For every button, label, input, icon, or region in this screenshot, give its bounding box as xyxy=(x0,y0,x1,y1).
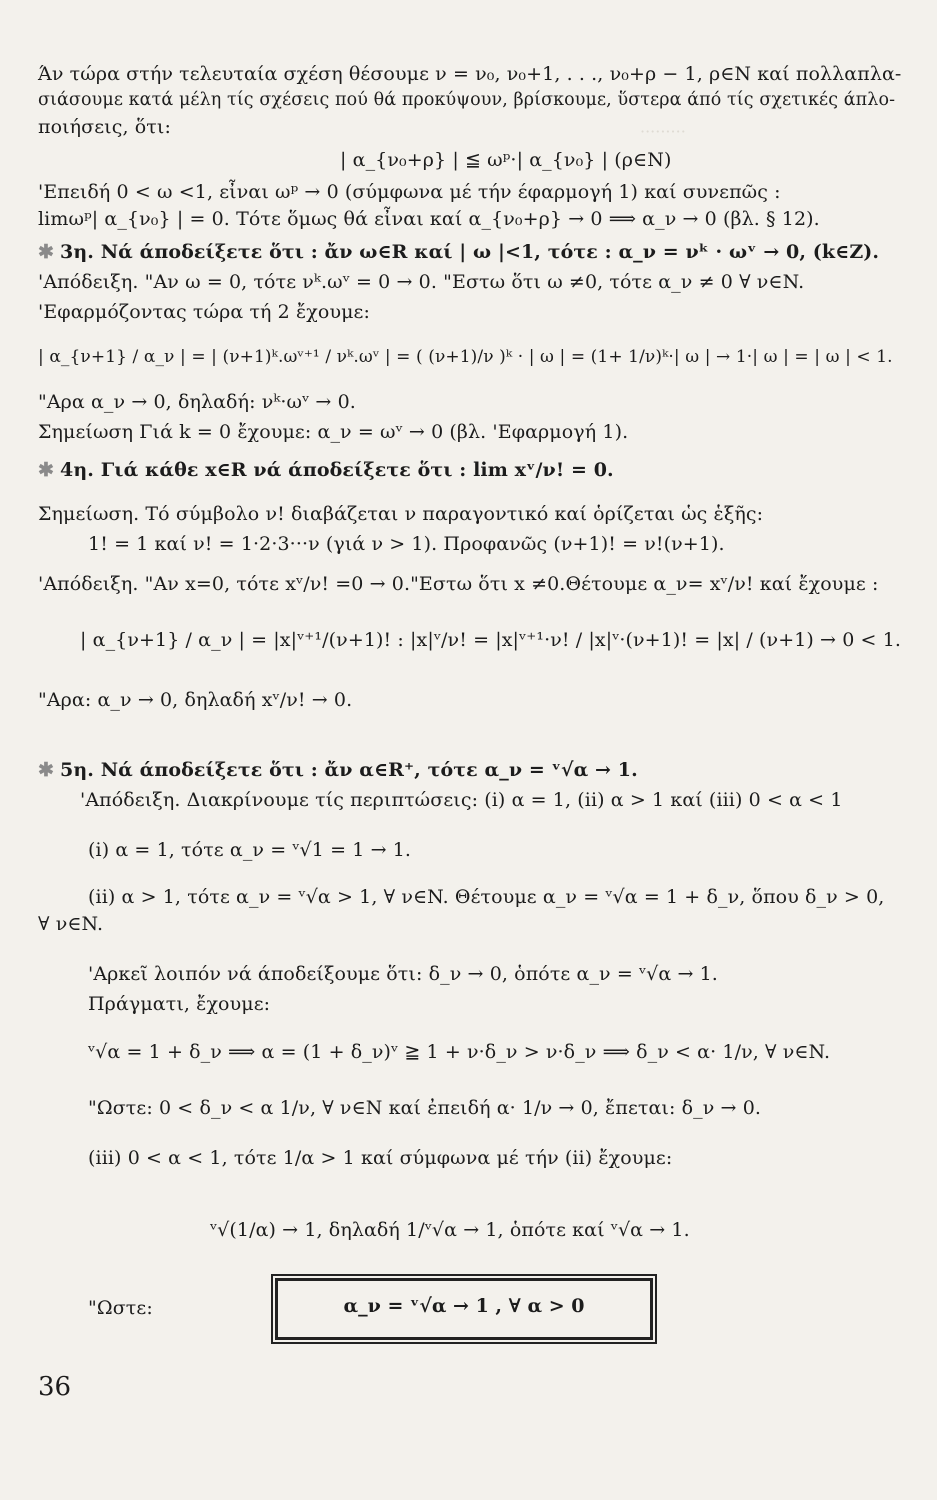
text-line: "Αρα: α_ν → 0, δηλαδή xᵛ/ν! → 0. xyxy=(38,689,353,711)
star-icon: ✱ xyxy=(38,459,55,481)
text-line: 'Απόδειξη. Διακρίνουμε τίς περιπτώσεις: (i) α = 1, (ii) α > 1 καί (iii) 0 < α < 1 xyxy=(80,789,843,811)
result-box xyxy=(275,1278,653,1340)
star-icon: ✱ xyxy=(38,241,55,263)
formula: ᵛ√α = 1 + δ_ν ⟹ α = (1 + δ_ν)ᵛ ≧ 1 + ν·δ_ν > ν·δ_ν ⟹ δ_ν < α· 1/ν, ∀ ν∈N. xyxy=(88,1041,831,1063)
text-line: Άν τώρα στήν τελευταία σχέση θέσουμε ν = ν₀, ν₀+1, . . ., ν₀+ρ − 1, ρ∈N καί πολλαπλα- xyxy=(38,63,902,85)
text-line: Πράγματι, ἔχουμε: xyxy=(88,993,271,1015)
exercise-heading: ✱ 3η. Νά άποδείξετε ὅτι : ἄν ω∈R καί | ω |<1, τότε : α_ν = νᵏ · ωᵛ → 0, (k∈Z). xyxy=(38,241,880,263)
formula: ᵛ√(1/α) → 1, δηλαδή 1/ᵛ√α → 1, ὁπότε καί ᵛ√α → 1. xyxy=(210,1219,690,1241)
text-line: ∀ ν∈N. xyxy=(38,913,104,935)
text-line: "Αρα α_ν → 0, δηλαδή: νᵏ·ωᵛ → 0. xyxy=(38,391,356,413)
text-line: "Ωστε: 0 < δ_ν < α 1/ν, ∀ ν∈N καί ἐπειδή α· 1/ν → 0, ἔπεται: δ_ν → 0. xyxy=(88,1097,762,1119)
text-line: (ii) α > 1, τότε α_ν = ᵛ√α > 1, ∀ ν∈N. Θέτουμε α_ν = ᵛ√α = 1 + δ_ν, ὅπου δ_ν > 0, xyxy=(88,886,885,908)
formula: | α_{ν+1} / α_ν | = |x|ᵛ⁺¹/(ν+1)! : |x|ᵛ/ν! = |x|ᵛ⁺¹·ν! / |x|ᵛ·(ν+1)! = |x| / (ν+1) → 0 < 1. xyxy=(80,629,902,651)
note-line: Σημείωση. Τό σύμβολο ν! διαβάζεται ν παραγοντικό καί ὁρίζεται ὡς ἑξῆς: xyxy=(38,503,764,525)
text-line: 'Εφαρμόζοντας τώρα τή 2 ἔχουμε: xyxy=(38,301,370,323)
text-line: ποιήσεις, ὅτι: xyxy=(38,116,171,138)
text-line: (i) α = 1, τότε α_ν = ᵛ√1 = 1 → 1. xyxy=(88,839,412,861)
text-line: σιάσουμε κατά μέλη τίς σχέσεις πού θά προκύψουν, βρίσκουμε, ὕστερα άπό τίς σχετικές άπλο- xyxy=(38,90,896,110)
text-line: 'Απόδειξη. "Αν ω = 0, τότε νᵏ.ωᵛ = 0 → 0. "Εστω ὅτι ω ≠0, τότε α_ν ≠ 0 ∀ ν∈N. xyxy=(38,271,805,293)
bleed-through-text: ········· xyxy=(640,122,686,141)
exercise-heading: ✱ 5η. Νά άποδείξετε ὅτι : ἄν α∈R⁺, τότε α_ν = ᵛ√α → 1. xyxy=(38,759,638,781)
text-line: 1! = 1 καί ν! = 1·2·3···ν (γιά ν > 1). Προφανῶς (ν+1)! = ν!(ν+1). xyxy=(88,533,725,555)
text-line: 'Επειδή 0 < ω <1, εἶναι ωᵖ → 0 (σύμφωνα μέ τήν έφαρμογή 1) καί συνεπῶς : xyxy=(38,181,781,203)
text-line: 'Απόδειξη. "Αν x=0, τότε xᵛ/ν! =0 → 0."Εστω ὅτι x ≠0.Θέτουμε α_ν= xᵛ/ν! καί ἔχουμε : xyxy=(38,573,879,595)
text-line: (iii) 0 < α < 1, τότε 1/α > 1 καί σύμφωνα μέ τήν (ii) ἔχουμε: xyxy=(88,1147,673,1169)
result-formula: α_ν = ᵛ√α → 1 , ∀ α > 0 xyxy=(343,1295,585,1317)
formula: | α_{ν₀+ρ} | ≦ ωᵖ·| α_{ν₀} | (ρ∈N) xyxy=(340,149,672,171)
page-number: 36 xyxy=(38,1372,72,1402)
star-icon: ✱ xyxy=(38,759,55,781)
text-line: limωᵖ| α_{ν₀} | = 0. Τότε ὅμως θά εἶναι καί α_{ν₀+ρ} → 0 ⟹ α_ν → 0 (βλ. § 12). xyxy=(38,208,820,230)
conclusion-label: "Ωστε: xyxy=(88,1297,153,1319)
formula: | α_{ν+1} / α_ν | = | (ν+1)ᵏ.ωᵛ⁺¹ / νᵏ.ωᵛ | = ( (ν+1)/ν )ᵏ · | ω | = (1+ 1/ν)ᵏ·| ω | → 1·| ω | = | ω | < 1. xyxy=(38,347,893,367)
text-line: 'Αρκεῖ λοιπόν νά άποδείξουμε ὅτι: δ_ν → 0, ὁπότε α_ν = ᵛ√α → 1. xyxy=(88,963,718,985)
exercise-heading: ✱ 4η. Γιά κάθε x∈R νά άποδείξετε ὅτι : lim xᵛ/ν! = 0. xyxy=(38,459,614,481)
note-line: Σημείωση Γιά k = 0 ἔχουμε: α_ν = ωᵛ → 0 (βλ. 'Εφαρμογή 1). xyxy=(38,421,629,443)
